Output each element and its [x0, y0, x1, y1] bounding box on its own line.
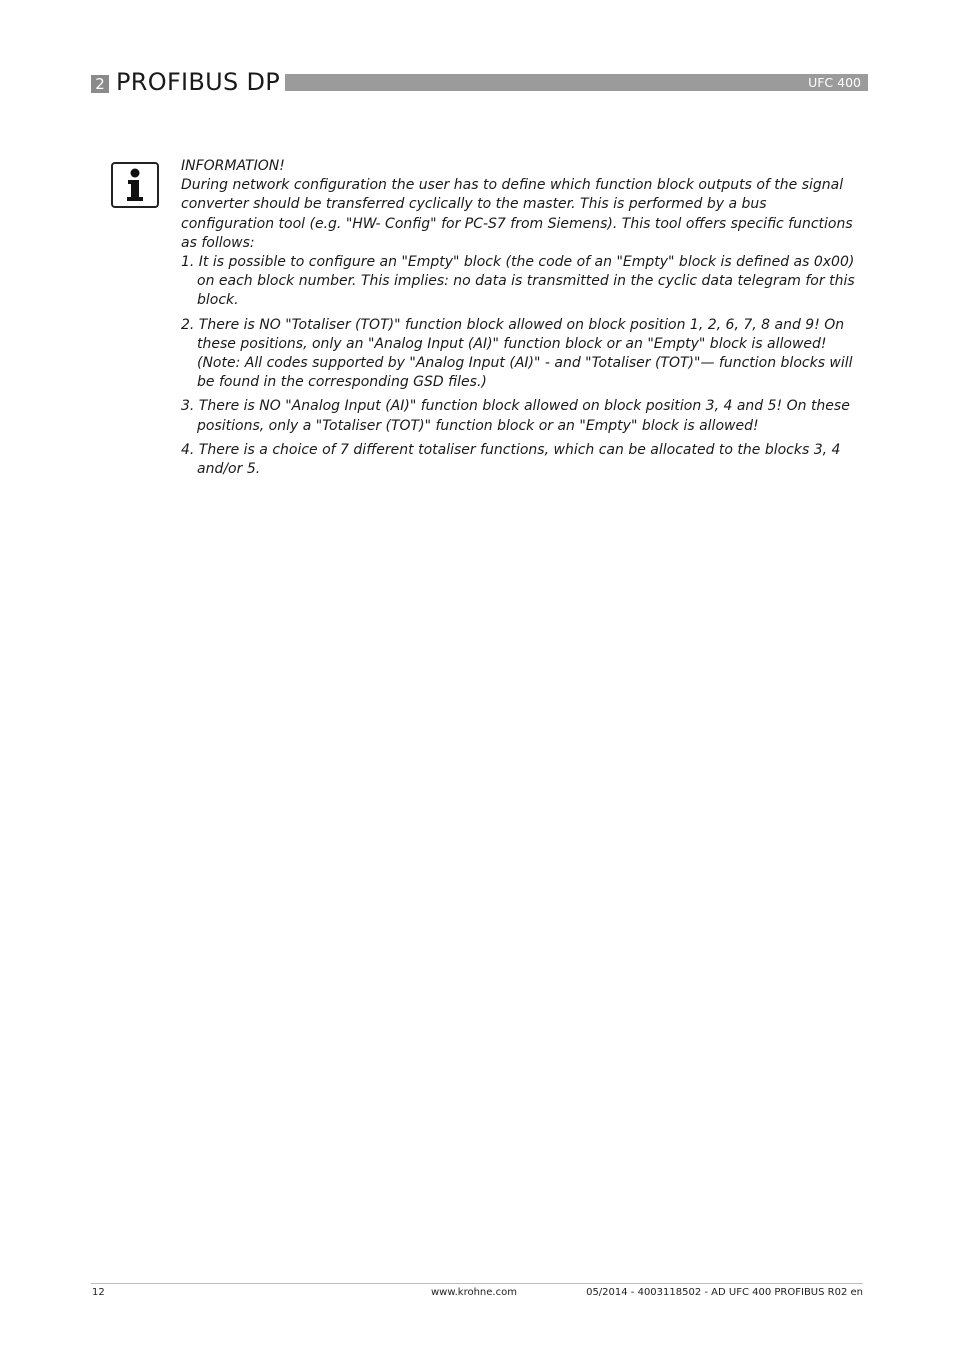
chapter-title: PROFIBUS DP [116, 68, 281, 96]
information-heading: INFORMATION! [181, 158, 285, 174]
information-block [181, 157, 864, 484]
header-bar [285, 74, 868, 91]
information-list [181, 253, 864, 479]
page-number: 12 [92, 1287, 105, 1298]
list-item: 4. There is a choice of 7 different totaliser functions, which can be allocated to the blocks 3, 4 and/or 5. [181, 441, 841, 478]
page-header [91, 68, 868, 96]
information-intro: During network configuration the user has to define which function block outputs of the signal converter should be transferred cyclically to the master. This is performed by a bus configuration tool (e.g. "HW- Config" for PC-S7 from Siemens). This tool offers specific functions as follows: [181, 177, 853, 251]
information-icon [111, 162, 159, 208]
footer-website-link[interactable]: www.krohne.com [431, 1287, 517, 1298]
footer-document-reference: 05/2014 - 4003118502 - AD UFC 400 PROFIBUS R02 en [586, 1287, 863, 1298]
chapter-number-badge: 2 [91, 75, 109, 93]
list-item: 2. There is NO "Totaliser (TOT)" function block allowed on block position 1, 2, 6, 7, 8 and 9! On these positions, only an "Analog Input (AI)" function block or an "Empty" block is allowed! (Note: All codes supported by "Analog Input (AI)" - and "Totaliser (TOT)"— function blocks will be found in the corresponding GSD files.) [181, 316, 853, 391]
footer-divider [91, 1283, 863, 1284]
product-label: UFC 400 [808, 75, 861, 90]
list-item: 3. There is NO "Analog Input (AI)" function block allowed on block position 3, 4 and 5! On these positions, only a "Totaliser (TOT)" function block or an "Empty" block is allowed! [181, 398, 850, 434]
list-item: 1. It is possible to configure an "Empty" block (the code of an "Empty" block is defined as 0x00) on each block number. This implies: no data is transmitted in the cyclic data telegram for this block. [181, 254, 855, 309]
